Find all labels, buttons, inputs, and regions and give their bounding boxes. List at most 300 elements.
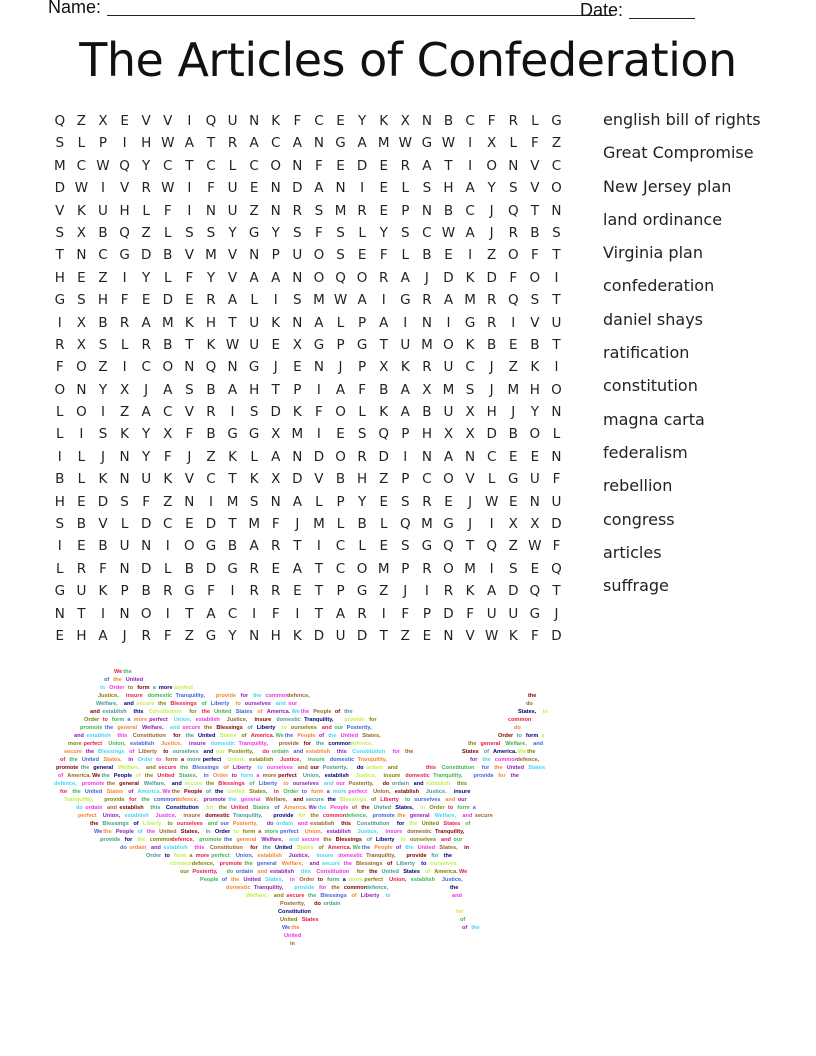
grid-letter[interactable]: Y — [487, 180, 496, 197]
grid-letter[interactable]: R — [422, 292, 432, 309]
grid-letter[interactable]: X — [271, 426, 281, 443]
grid-letter[interactable]: W — [484, 627, 499, 644]
grid-letter[interactable]: M — [464, 560, 476, 577]
grid-letter[interactable]: Q — [529, 583, 541, 600]
grid-letter[interactable]: X — [76, 224, 87, 241]
grid-letter[interactable]: I — [57, 314, 62, 331]
grid-letter[interactable]: T — [185, 157, 194, 174]
grid-letter[interactable]: K — [120, 426, 129, 443]
grid-letter[interactable]: W — [225, 336, 240, 353]
grid-letter[interactable]: T — [228, 314, 237, 331]
grid-letter[interactable]: T — [185, 336, 194, 353]
grid-letter[interactable]: E — [293, 583, 302, 600]
grid-letter[interactable]: N — [313, 359, 324, 376]
grid-letter[interactable]: V — [530, 157, 540, 174]
grid-letter[interactable]: S — [185, 381, 194, 398]
grid-letter[interactable]: Z — [508, 359, 518, 376]
grid-letter[interactable]: Y — [142, 157, 151, 174]
grid-letter[interactable]: I — [57, 538, 62, 555]
grid-letter[interactable]: I — [446, 314, 451, 331]
grid-letter[interactable]: G — [313, 336, 325, 353]
grid-letter[interactable]: R — [486, 314, 497, 331]
grid-letter[interactable]: B — [422, 247, 432, 264]
grid-letter[interactable]: B — [487, 336, 497, 353]
grid-letter[interactable]: M — [291, 426, 304, 443]
grid-letter[interactable]: U — [76, 583, 87, 600]
grid-letter[interactable]: B — [206, 426, 216, 443]
grid-letter[interactable]: L — [336, 516, 345, 533]
grid-letter[interactable]: G — [248, 426, 260, 443]
grid-letter[interactable]: T — [228, 516, 237, 533]
grid-letter[interactable]: P — [336, 336, 345, 353]
grid-letter[interactable]: J — [100, 448, 105, 465]
grid-letter[interactable]: L — [401, 247, 410, 264]
grid-letter[interactable]: V — [227, 247, 238, 264]
grid-letter[interactable]: H — [270, 627, 281, 644]
grid-letter[interactable]: B — [227, 538, 238, 555]
grid-letter[interactable]: A — [357, 135, 367, 152]
grid-letter[interactable]: Y — [530, 404, 539, 421]
grid-letter[interactable]: F — [142, 493, 151, 510]
grid-letter[interactable]: K — [249, 471, 259, 488]
grid-letter[interactable]: J — [144, 381, 149, 398]
grid-letter[interactable]: U — [551, 493, 562, 510]
grid-letter[interactable]: C — [422, 224, 432, 241]
grid-letter[interactable]: X — [443, 426, 454, 443]
grid-letter[interactable]: B — [141, 583, 151, 600]
grid-letter[interactable]: H — [141, 135, 152, 152]
grid-letter[interactable]: W — [398, 135, 412, 152]
grid-letter[interactable]: F — [207, 180, 215, 197]
grid-letter[interactable]: R — [271, 538, 281, 555]
grid-letter[interactable]: M — [313, 516, 325, 533]
grid-letter[interactable]: E — [509, 336, 518, 353]
grid-letter[interactable]: O — [443, 471, 454, 488]
grid-letter[interactable]: R — [422, 560, 432, 577]
grid-letter[interactable]: X — [379, 359, 389, 376]
grid-letter[interactable]: F — [99, 560, 107, 577]
grid-letter[interactable]: G — [184, 583, 195, 600]
grid-letter[interactable]: E — [444, 493, 453, 510]
grid-letter[interactable]: G — [54, 292, 66, 309]
grid-letter[interactable]: J — [187, 448, 192, 465]
grid-letter[interactable]: N — [119, 448, 130, 465]
grid-letter[interactable]: J — [489, 381, 494, 398]
grid-letter[interactable]: B — [184, 560, 194, 577]
grid-letter[interactable]: R — [249, 583, 259, 600]
grid-letter[interactable]: M — [421, 516, 433, 533]
grid-letter[interactable]: K — [184, 314, 194, 331]
grid-letter[interactable]: G — [248, 359, 260, 376]
grid-letter[interactable]: A — [465, 180, 475, 197]
grid-letter[interactable]: F — [55, 359, 64, 376]
grid-letter[interactable]: A — [292, 560, 302, 577]
grid-letter[interactable]: O — [356, 269, 368, 286]
grid-letter[interactable]: E — [379, 157, 388, 174]
grid-letter[interactable]: G — [443, 516, 454, 533]
grid-letter[interactable]: G — [356, 583, 368, 600]
grid-letter[interactable]: W — [74, 180, 89, 197]
grid-letter[interactable]: P — [293, 381, 302, 398]
grid-letter[interactable]: A — [141, 314, 151, 331]
grid-letter[interactable]: A — [271, 269, 281, 286]
grid-letter[interactable]: V — [465, 471, 475, 488]
grid-letter[interactable]: P — [98, 135, 108, 152]
grid-letter[interactable]: L — [379, 516, 388, 533]
grid-letter[interactable]: E — [509, 448, 518, 465]
grid-letter[interactable]: E — [77, 538, 86, 555]
grid-letter[interactable]: B — [357, 516, 367, 533]
grid-letter[interactable]: Z — [141, 224, 151, 241]
grid-letter[interactable]: U — [529, 471, 540, 488]
grid-letter[interactable]: J — [554, 605, 559, 622]
grid-letter[interactable]: G — [205, 627, 217, 644]
grid-letter[interactable]: Y — [142, 448, 151, 465]
grid-letter[interactable]: C — [335, 560, 346, 577]
grid-letter[interactable]: I — [187, 180, 192, 197]
grid-letter[interactable]: D — [443, 269, 454, 286]
grid-letter[interactable]: M — [377, 135, 390, 152]
grid-letter[interactable]: U — [486, 605, 497, 622]
grid-letter[interactable]: O — [140, 605, 152, 622]
grid-letter[interactable]: I — [122, 135, 127, 152]
grid-letter[interactable]: Q — [399, 516, 411, 533]
grid-letter[interactable]: S — [314, 202, 324, 219]
grid-letter[interactable]: P — [336, 583, 345, 600]
grid-letter[interactable]: D — [54, 180, 65, 197]
grid-letter[interactable]: D — [443, 605, 454, 622]
grid-letter[interactable]: E — [444, 247, 453, 264]
grid-letter[interactable]: L — [487, 471, 496, 488]
grid-letter[interactable]: R — [206, 292, 216, 309]
grid-letter[interactable]: Y — [271, 224, 280, 241]
grid-letter[interactable]: P — [422, 605, 431, 622]
grid-letter[interactable]: A — [184, 135, 194, 152]
grid-letter[interactable]: G — [464, 314, 476, 331]
grid-letter[interactable]: D — [356, 627, 368, 644]
grid-letter[interactable]: A — [357, 292, 367, 309]
grid-letter[interactable]: O — [270, 157, 282, 174]
grid-letter[interactable]: K — [400, 359, 410, 376]
grid-letter[interactable]: B — [335, 471, 346, 488]
grid-letter[interactable]: F — [530, 247, 539, 264]
grid-letter[interactable]: L — [120, 516, 129, 533]
grid-letter[interactable]: A — [249, 135, 259, 152]
grid-letter[interactable]: D — [97, 493, 109, 510]
grid-letter[interactable]: C — [314, 113, 324, 129]
grid-letter[interactable]: J — [273, 359, 278, 376]
grid-letter[interactable]: D — [205, 560, 217, 577]
grid-letter[interactable]: N — [141, 538, 152, 555]
grid-letter[interactable]: O — [551, 180, 562, 197]
grid-letter[interactable]: B — [76, 516, 87, 533]
grid-letter[interactable]: E — [336, 157, 345, 174]
grid-letter[interactable]: L — [56, 426, 64, 443]
grid-letter[interactable]: V — [141, 113, 151, 129]
grid-letter[interactable]: N — [551, 448, 562, 465]
grid-letter[interactable]: O — [443, 560, 454, 577]
grid-letter[interactable]: D — [486, 426, 497, 443]
grid-letter[interactable]: N — [184, 359, 195, 376]
grid-letter[interactable]: F — [293, 113, 302, 129]
grid-letter[interactable]: R — [357, 605, 367, 622]
grid-letter[interactable]: Q — [335, 269, 346, 286]
grid-letter[interactable]: I — [230, 583, 235, 600]
grid-letter[interactable]: E — [530, 560, 540, 577]
grid-letter[interactable]: O — [551, 381, 562, 398]
grid-letter[interactable]: S — [465, 381, 475, 398]
grid-letter[interactable]: K — [508, 627, 518, 644]
grid-letter[interactable]: I — [316, 538, 321, 555]
grid-letter[interactable]: F — [163, 202, 172, 219]
grid-letter[interactable]: L — [56, 404, 64, 421]
grid-letter[interactable]: Z — [508, 538, 518, 555]
grid-letter[interactable]: R — [206, 404, 216, 421]
grid-letter[interactable]: E — [141, 292, 151, 309]
grid-letter[interactable]: G — [551, 113, 562, 129]
grid-letter[interactable]: I — [403, 448, 408, 465]
grid-letter[interactable]: Z — [98, 359, 108, 376]
grid-letter[interactable]: O — [162, 359, 174, 376]
grid-letter[interactable]: N — [335, 180, 346, 197]
grid-letter[interactable]: M — [205, 247, 217, 264]
grid-letter[interactable]: C — [163, 404, 173, 421]
grid-letter[interactable]: G — [335, 135, 346, 152]
grid-letter[interactable]: Z — [206, 448, 216, 465]
grid-letter[interactable]: N — [292, 314, 303, 331]
grid-letter[interactable]: E — [357, 247, 367, 264]
grid-letter[interactable]: M — [248, 516, 260, 533]
grid-letter[interactable]: D — [378, 448, 389, 465]
grid-letter[interactable]: N — [270, 202, 281, 219]
grid-letter[interactable]: C — [163, 157, 173, 174]
grid-letter[interactable]: I — [489, 560, 494, 577]
grid-letter[interactable]: L — [77, 448, 86, 465]
grid-letter[interactable]: T — [228, 471, 237, 488]
grid-letter[interactable]: A — [400, 404, 410, 421]
grid-letter[interactable]: O — [529, 426, 541, 443]
grid-letter[interactable]: Y — [357, 113, 367, 129]
grid-letter[interactable]: S — [77, 292, 86, 309]
grid-letter[interactable]: S — [336, 224, 345, 241]
grid-letter[interactable]: P — [358, 359, 367, 376]
grid-letter[interactable]: U — [335, 627, 346, 644]
grid-letter[interactable]: D — [508, 583, 519, 600]
grid-letter[interactable]: N — [421, 448, 432, 465]
grid-letter[interactable]: M — [442, 381, 455, 398]
grid-letter[interactable]: E — [249, 180, 259, 197]
grid-letter[interactable]: I — [57, 448, 62, 465]
grid-letter[interactable]: C — [249, 157, 259, 174]
grid-letter[interactable]: N — [292, 157, 303, 174]
grid-letter[interactable]: H — [486, 404, 497, 421]
grid-letter[interactable]: D — [140, 516, 152, 533]
grid-letter[interactable]: Q — [507, 202, 519, 219]
grid-letter[interactable]: J — [489, 359, 494, 376]
grid-letter[interactable]: K — [292, 404, 302, 421]
grid-letter[interactable]: I — [230, 404, 235, 421]
grid-letter[interactable]: G — [227, 560, 238, 577]
grid-letter[interactable]: A — [292, 493, 302, 510]
grid-letter[interactable]: T — [314, 560, 324, 577]
grid-letter[interactable]: R — [163, 583, 173, 600]
grid-letter[interactable]: E — [336, 113, 345, 129]
grid-letter[interactable]: H — [97, 292, 109, 309]
grid-letter[interactable]: Q — [205, 113, 217, 129]
grid-letter[interactable]: P — [401, 560, 410, 577]
grid-letter[interactable]: Y — [357, 493, 367, 510]
grid-letter[interactable]: O — [313, 247, 325, 264]
grid-letter[interactable]: H — [54, 493, 65, 510]
grid-letter[interactable]: L — [250, 292, 258, 309]
grid-letter[interactable]: V — [98, 516, 108, 533]
grid-letter[interactable]: A — [422, 157, 432, 174]
grid-letter[interactable]: N — [443, 627, 454, 644]
grid-letter[interactable]: X — [292, 336, 302, 353]
grid-letter[interactable]: F — [466, 605, 474, 622]
grid-letter[interactable]: Q — [54, 113, 66, 129]
grid-letter[interactable]: S — [293, 224, 302, 241]
grid-letter[interactable]: C — [98, 247, 108, 264]
grid-letter[interactable]: F — [358, 381, 366, 398]
grid-letter[interactable]: E — [120, 113, 129, 129]
grid-letter[interactable]: O — [356, 560, 368, 577]
grid-letter[interactable]: V — [314, 471, 324, 488]
grid-letter[interactable]: S — [530, 292, 540, 309]
grid-letter[interactable]: I — [360, 180, 365, 197]
grid-letter[interactable]: Y — [98, 381, 108, 398]
grid-letter[interactable]: G — [421, 538, 433, 555]
grid-letter[interactable]: X — [163, 426, 173, 443]
grid-letter[interactable]: H — [119, 202, 130, 219]
grid-letter[interactable]: D — [356, 157, 368, 174]
grid-letter[interactable]: F — [271, 516, 280, 533]
grid-letter[interactable]: K — [379, 404, 389, 421]
grid-letter[interactable]: U — [141, 471, 152, 488]
grid-letter[interactable]: E — [271, 336, 280, 353]
grid-letter[interactable]: D — [162, 292, 173, 309]
grid-letter[interactable]: Q — [486, 538, 497, 555]
grid-letter[interactable]: C — [206, 157, 216, 174]
grid-letter[interactable]: S — [357, 426, 367, 443]
grid-letter[interactable]: E — [336, 426, 345, 443]
grid-letter[interactable]: G — [119, 247, 130, 264]
grid-letter[interactable]: X — [508, 516, 518, 533]
grid-letter[interactable]: O — [507, 247, 519, 264]
grid-letter[interactable]: O — [443, 336, 454, 353]
grid-letter[interactable]: I — [273, 292, 278, 309]
grid-letter[interactable]: M — [507, 381, 520, 398]
grid-letter[interactable]: R — [141, 627, 151, 644]
grid-letter[interactable]: F — [401, 605, 410, 622]
grid-letter[interactable]: W — [441, 135, 456, 152]
grid-letter[interactable]: O — [529, 269, 541, 286]
grid-letter[interactable]: H — [249, 381, 260, 398]
grid-letter[interactable]: Q — [119, 157, 130, 174]
grid-letter[interactable]: L — [358, 224, 366, 241]
grid-letter[interactable]: G — [54, 583, 66, 600]
grid-letter[interactable]: D — [140, 247, 152, 264]
grid-letter[interactable]: B — [163, 247, 173, 264]
grid-letter[interactable]: A — [335, 605, 346, 622]
grid-letter[interactable]: I — [187, 202, 192, 219]
grid-letter[interactable]: I — [295, 605, 300, 622]
grid-letter[interactable]: W — [528, 538, 542, 555]
grid-letter[interactable]: I — [100, 180, 105, 197]
grid-letter[interactable]: D — [551, 516, 562, 533]
grid-letter[interactable]: O — [313, 269, 325, 286]
grid-letter[interactable]: O — [54, 381, 66, 398]
grid-letter[interactable]: R — [357, 202, 367, 219]
grid-letter[interactable]: E — [379, 493, 388, 510]
grid-letter[interactable]: I — [100, 605, 105, 622]
grid-letter[interactable]: A — [206, 605, 216, 622]
grid-letter[interactable]: G — [205, 538, 217, 555]
grid-letter[interactable]: O — [76, 404, 87, 421]
grid-letter[interactable]: U — [400, 336, 411, 353]
grid-letter[interactable]: V — [530, 180, 540, 197]
grid-letter[interactable]: E — [379, 180, 388, 197]
grid-letter[interactable]: P — [336, 493, 345, 510]
grid-letter[interactable]: X — [530, 516, 540, 533]
grid-letter[interactable]: R — [141, 180, 151, 197]
grid-letter[interactable]: N — [551, 202, 562, 219]
grid-letter[interactable]: E — [271, 560, 280, 577]
grid-letter[interactable]: T — [314, 605, 324, 622]
grid-letter[interactable]: B — [508, 426, 518, 443]
grid-letter[interactable]: X — [400, 113, 410, 129]
grid-letter[interactable]: I — [252, 605, 257, 622]
grid-letter[interactable]: R — [227, 135, 238, 152]
grid-letter[interactable]: Z — [379, 471, 389, 488]
grid-letter[interactable]: A — [292, 135, 302, 152]
grid-letter[interactable]: P — [401, 426, 410, 443]
grid-letter[interactable]: S — [401, 224, 410, 241]
grid-letter[interactable]: I — [511, 314, 516, 331]
grid-letter[interactable]: S — [98, 336, 108, 353]
grid-letter[interactable]: F — [185, 269, 194, 286]
grid-letter[interactable]: M — [161, 314, 174, 331]
grid-letter[interactable]: F — [163, 448, 172, 465]
grid-letter[interactable]: G — [421, 135, 433, 152]
grid-letter[interactable]: X — [465, 426, 475, 443]
grid-letter[interactable]: J — [338, 359, 343, 376]
grid-letter[interactable]: Z — [98, 269, 108, 286]
grid-letter[interactable]: T — [293, 538, 302, 555]
grid-letter[interactable]: V — [119, 180, 130, 197]
grid-letter[interactable]: I — [187, 113, 192, 129]
grid-letter[interactable]: S — [401, 538, 410, 555]
grid-letter[interactable]: A — [400, 269, 410, 286]
grid-letter[interactable]: D — [270, 404, 281, 421]
grid-letter[interactable]: G — [400, 292, 411, 309]
grid-letter[interactable]: X — [271, 471, 281, 488]
grid-letter[interactable]: N — [119, 560, 130, 577]
grid-letter[interactable]: Q — [378, 426, 390, 443]
grid-letter[interactable]: L — [56, 560, 64, 577]
grid-letter[interactable]: V — [227, 269, 238, 286]
grid-letter[interactable]: B — [206, 381, 216, 398]
grid-letter[interactable]: L — [164, 269, 172, 286]
grid-letter[interactable]: A — [141, 404, 151, 421]
grid-letter[interactable]: N — [205, 202, 216, 219]
grid-letter[interactable]: N — [508, 157, 519, 174]
grid-letter[interactable]: K — [379, 113, 389, 129]
grid-letter[interactable]: U — [443, 359, 454, 376]
grid-letter[interactable]: D — [486, 269, 497, 286]
grid-letter[interactable]: S — [55, 516, 65, 533]
grid-letter[interactable]: X — [76, 314, 87, 331]
